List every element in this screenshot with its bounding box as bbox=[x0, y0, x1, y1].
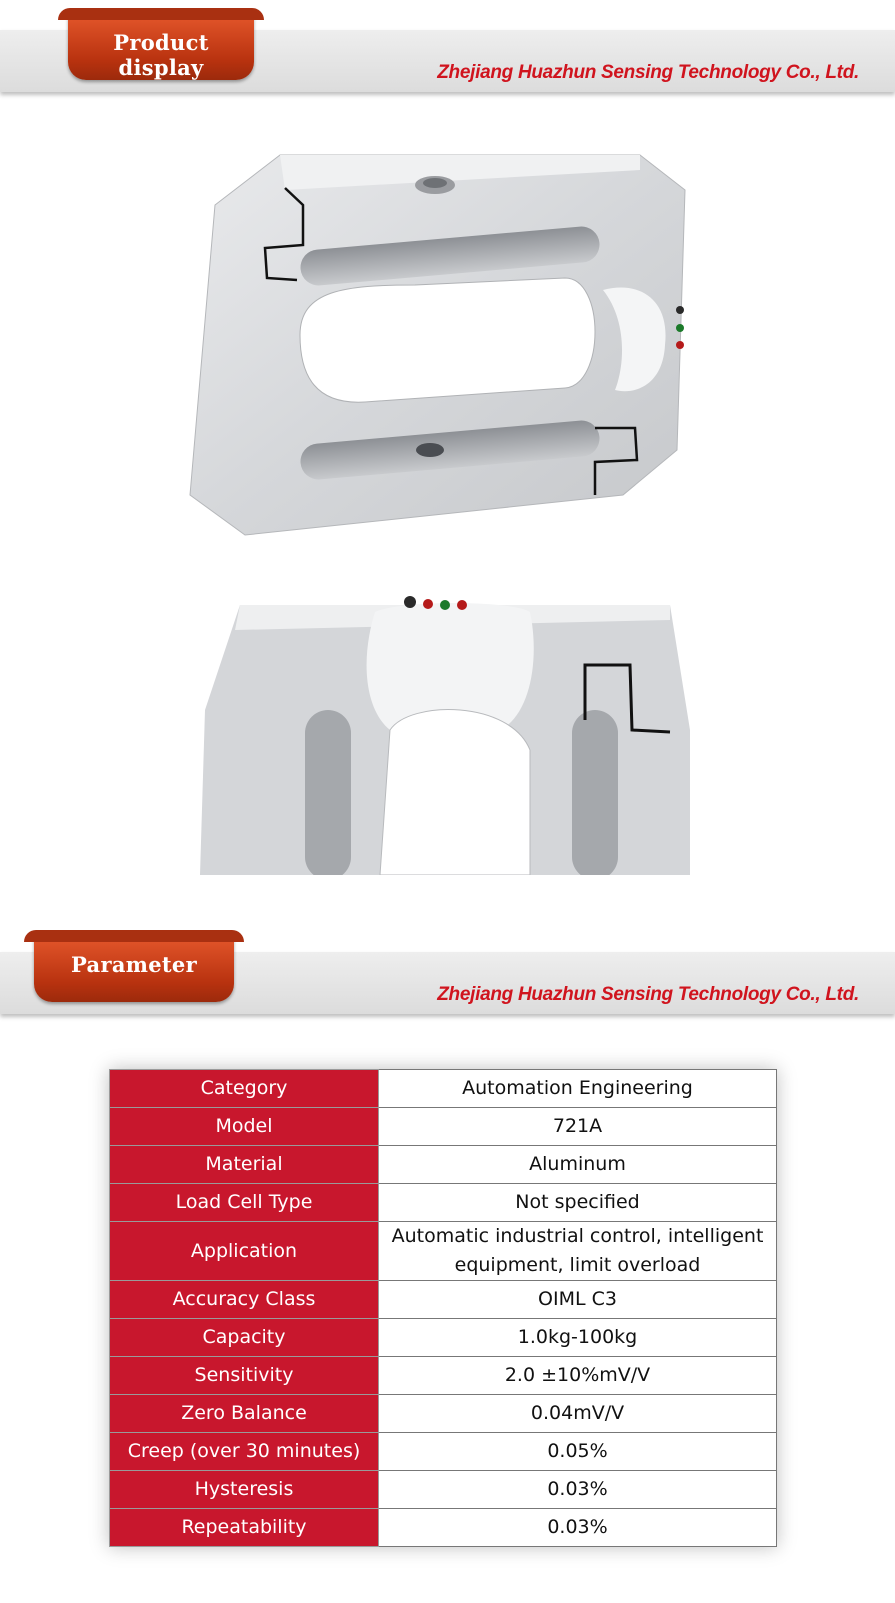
table-row bbox=[110, 1222, 777, 1281]
parameter-name: Creep (over 30 minutes) bbox=[110, 1433, 379, 1471]
table-row bbox=[110, 1357, 777, 1395]
parameter-name: Repeatability bbox=[110, 1509, 379, 1547]
parameter-name: Capacity bbox=[110, 1319, 379, 1357]
parameter-value: Not specified bbox=[379, 1184, 777, 1222]
parameter-value: Aluminum bbox=[379, 1146, 777, 1184]
parameter-value: 2.0 ±10%mV/V bbox=[379, 1357, 777, 1395]
parameter-name: Accuracy Class bbox=[110, 1281, 379, 1319]
section-title: Product display bbox=[113, 30, 209, 80]
parameter-name: Hysteresis bbox=[110, 1471, 379, 1509]
parameter-value: Automatic industrial control, intelligent equipment, limit overload bbox=[379, 1222, 777, 1281]
parameter-value: Automation Engineering bbox=[379, 1070, 777, 1108]
parameter-name: Material bbox=[110, 1146, 379, 1184]
company-name: Zhejiang Huazhun Sensing Technology Co., Ltd. bbox=[437, 984, 859, 1005]
table-row bbox=[110, 1070, 777, 1108]
parameter-name: Category bbox=[110, 1070, 379, 1108]
table-row bbox=[110, 1184, 777, 1222]
table-row bbox=[110, 1433, 777, 1471]
parameter-value: OIML C3 bbox=[379, 1281, 777, 1319]
parameter-name: Model bbox=[110, 1108, 379, 1146]
product-photo-detail bbox=[200, 590, 690, 875]
parameter-name: Load Cell Type bbox=[110, 1184, 379, 1222]
parameter-name: Zero Balance bbox=[110, 1395, 379, 1433]
parameter-value: 0.04mV/V bbox=[379, 1395, 777, 1433]
section-title: Parameter bbox=[71, 952, 197, 977]
company-name: Zhejiang Huazhun Sensing Technology Co., Ltd. bbox=[437, 62, 859, 83]
parameter-value: 0.03% bbox=[379, 1471, 777, 1509]
table-row bbox=[110, 1146, 777, 1184]
table-row bbox=[110, 1281, 777, 1319]
parameter-value: 721A bbox=[379, 1108, 777, 1146]
parameter-name: Application bbox=[110, 1222, 379, 1281]
table-row bbox=[110, 1108, 777, 1146]
parameter-value: 1.0kg-100kg bbox=[379, 1319, 777, 1357]
parameter-name: Sensitivity bbox=[110, 1357, 379, 1395]
section-tab-parameter bbox=[34, 938, 234, 1002]
parameter-table bbox=[109, 1069, 777, 1547]
product-photo-front bbox=[185, 150, 725, 545]
section-tab-product-display bbox=[68, 16, 254, 80]
table-row bbox=[110, 1319, 777, 1357]
table-row bbox=[110, 1471, 777, 1509]
table-row bbox=[110, 1395, 777, 1433]
parameter-value: 0.03% bbox=[379, 1509, 777, 1547]
parameter-value: 0.05% bbox=[379, 1433, 777, 1471]
table-row bbox=[110, 1509, 777, 1547]
